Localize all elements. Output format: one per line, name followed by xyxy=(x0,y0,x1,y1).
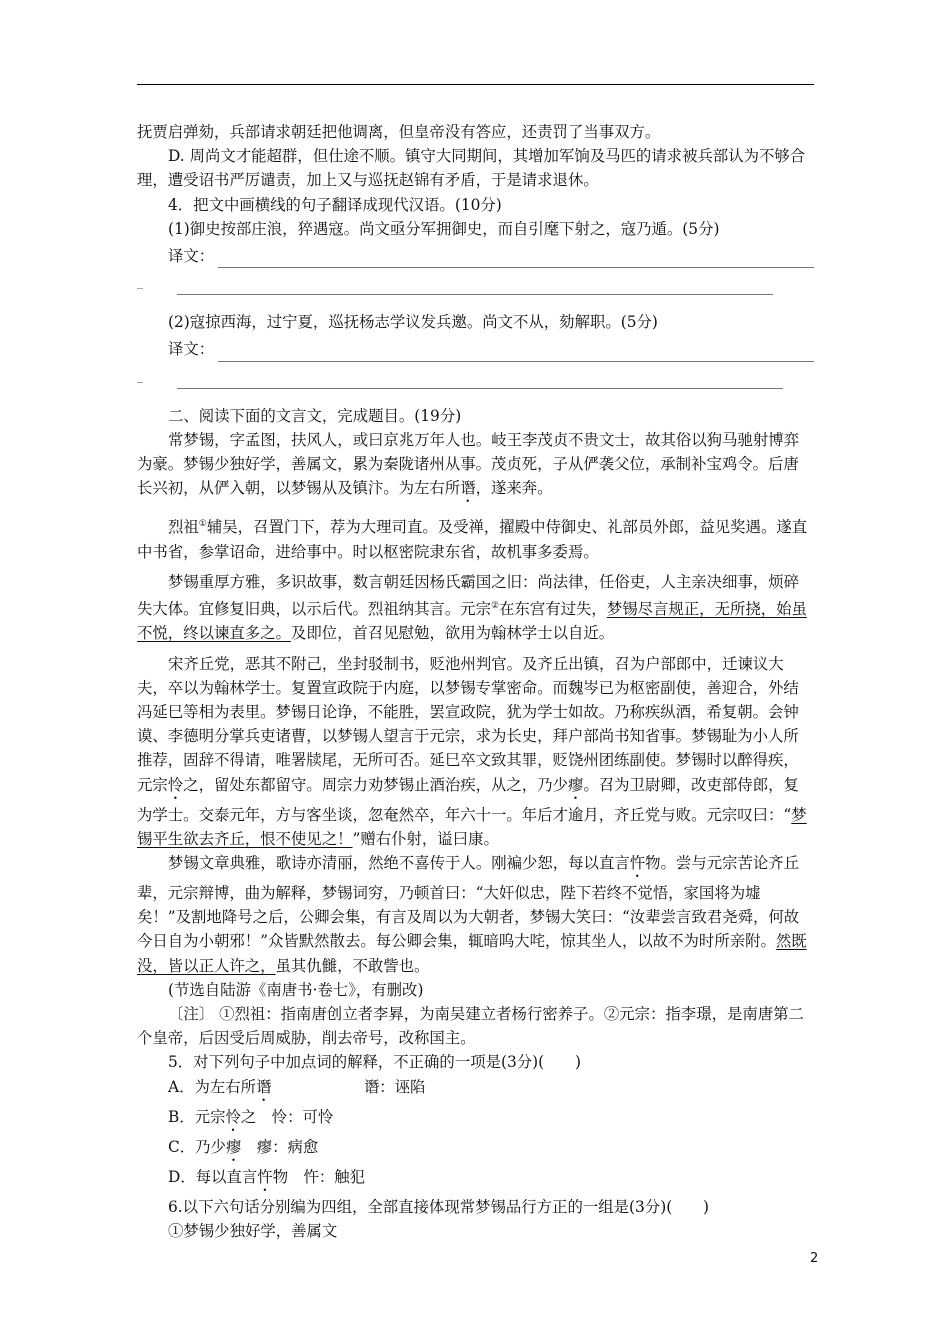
dotted-word: 谮 xyxy=(460,479,476,498)
question-6-item-1: ①梦锡少独好学，善属文 xyxy=(168,1221,338,1240)
option-5a[interactable]: A．为左右所谮 谮：诬陷 xyxy=(168,1077,426,1096)
underlined-sentence: 梦锡平生欲去齐丘，恨不使见之！ xyxy=(137,805,807,848)
translation-line-1[interactable] xyxy=(137,244,814,268)
passage-note: 〔注〕 ①烈祖：指南唐创立者李昪，为南吴建立者杨行密养子。②元宗：指李璟，是南唐第二个皇帝，后因受后周威胁，削去帝号，改称国主。 xyxy=(137,1004,804,1048)
dash-mark: _ xyxy=(137,275,143,290)
question-4-1: (1)御史按部庄浪，猝遇寇。尚文亟分军拥御史，而自引麾下射之，寇乃遁。(5分) xyxy=(168,219,720,238)
passage-paragraph-4: 宋齐丘党，恶其不附己，坐封驳制书，贬池州判官。及齐丘出镇，召为户部郎中，迁谏议大夫，卒以为翰林学士。复置宣政院于内庭，以梦锡专掌密命。而魏岑已为枢密副使，善迎合，外结冯延巳等相为表里。梦锡日论诤，不能胜，罢宣政院，犹为学士如故。乃称疾纵酒，希复朝。会钟谟、李德明分掌兵吏诸曹，以梦锡人望言于元宗，求为长史，拜户部尚书知省事。梦锡耻为小人所推荐，固辞不得请，唯署牍尾，无所可否。延巳卒文致其罪，贬饶州团练副使。梦锡时以醉得疾，元宗怜之，留处东都留守。周宗力劝梦锡止酒治疾，从之，乃少瘳。召为卫尉卿，改吏部侍郎，复为学士。交泰元年，方与客坐谈，忽奄然卒，年六十一。年后才逾月，齐丘党与败。元宗叹曰：“梦锡平生欲去齐丘，恨不使见之！”赠右仆射，谥曰康。 xyxy=(137,654,807,848)
translation-line-2[interactable] xyxy=(137,337,814,361)
passage-paragraph-1: 常梦锡，字孟图，扶风人，或曰京兆万年人也。岐王李茂贞不贵文士，故其俗以狗马驰射博弈为豪。梦锡少独好学，善属文，累为秦陇诸州从事。茂贞死，子从俨袭父位，承制补宝鸡令。后唐长兴初，从俨入朝，以梦锡从及镇汴。为左右所谮，遂来奔。 xyxy=(137,430,800,498)
underlined-sentence: 然既没，皆以正人许之， xyxy=(137,932,807,975)
question-4-2: (2)寇掠西海，过宁夏，巡抚杨志学议发兵邀。尚文不从，劾解职。(5分) xyxy=(168,313,658,332)
question-5: 5．对下列句子中加点词的解释，不正确的一项是(3分)( ) xyxy=(168,1053,581,1072)
translation-label: 译文： xyxy=(168,247,215,266)
question-6: 6.以下六句话分别编为四组，全部直接体现常梦锡品行方正的一组是(3分)( ) xyxy=(168,1197,709,1216)
answer-blank[interactable] xyxy=(218,251,814,268)
option-5c[interactable]: C．乃少瘳 瘳：病愈 xyxy=(168,1137,319,1156)
option-5d[interactable]: D．每以直言忤物 忤：触犯 xyxy=(168,1167,366,1186)
passage-paragraph-2: 烈祖①辅吴，召置门下，荐为大理司直。及受禅，擢殿中侍御史、礼部员外郎，益见奖遇。遂直中书省，参掌诏命，进给事中。时以枢密院隶东省，故机事多委焉。 xyxy=(137,518,808,561)
option-5b[interactable]: B．元宗怜之 怜：可怜 xyxy=(168,1107,334,1126)
footnote-marker: ② xyxy=(491,600,500,611)
answer-line[interactable] xyxy=(137,382,814,404)
page-number: 2 xyxy=(810,1251,819,1266)
passage-source: (节选自陆游《南唐书·卷七》，有删改) xyxy=(168,980,424,999)
passage-paragraph-3: 梦锡重厚方雅，多识故事，数言朝廷因杨氏霸国之旧：尚法律，任俗吏，人主亲决细事，烦碎失大体。宜修复旧典，以示后代。烈祖纳其言。元宗②在东宫有过失，梦锡尽言规正，无所挠，始虽不悦，终以谏直多之。及即位，首召见慰勉，欲用为翰林学士以自近。 xyxy=(137,572,807,643)
dash-mark: _ xyxy=(137,368,143,383)
question-4: 4．把文中画横线的句子翻译成现代汉语。(10分) xyxy=(168,195,502,214)
passage-paragraph-5: 梦锡文章典雅，歌诗亦清丽，然绝不喜传于人。刚褊少恕，每以直言忤物。尝与元宗苦论齐丘辈，元宗辩博，曲为解释，梦锡词穷，乃顿首曰：“大奸似忠，陛下若终不觉悟，家国将为墟矣！”及割地降号之后，公卿会集，有言及周以为大朝者，梦锡大笑曰：“汝辈尝言致君尧舜，何故今日自为小朝邪！”众皆默然散去。每公卿会集，辄暗呜大咤，惊其坐人，以故不为时所亲附。然既没，皆以正人许之，虽其仇雠，不敢訾也。 xyxy=(137,853,807,975)
option-c-continuation: 抚贾启弹劾，兵部请求朝廷把他调离，但皇帝没有答应，还责罚了当事双方。 xyxy=(137,123,661,141)
option-d: D. 周尚文才能超群，但仕途不顺。镇守大同期间，其增加军饷及马匹的请求被兵部认为不够合理，遭受诏书严厉谴责，加上又与巡抚赵锦有矛盾，于是请求退休。 xyxy=(137,147,806,190)
header-rule xyxy=(137,84,814,85)
dotted-word: 怜 xyxy=(167,775,184,794)
answer-blank[interactable] xyxy=(218,345,814,362)
answer-line[interactable] xyxy=(137,288,814,310)
dotted-word: 瘳 xyxy=(567,775,584,794)
dotted-word: 忤 xyxy=(629,853,646,872)
section-2-heading: 二、阅读下面的文言文，完成题目。(19分) xyxy=(168,406,462,425)
page-content xyxy=(137,120,814,1243)
translation-label: 译文： xyxy=(168,340,215,359)
underlined-sentence: 梦锡尽言规正，无所挠，始虽不悦，终以谏直多之。 xyxy=(137,600,807,643)
footnote-marker: ① xyxy=(198,519,207,530)
